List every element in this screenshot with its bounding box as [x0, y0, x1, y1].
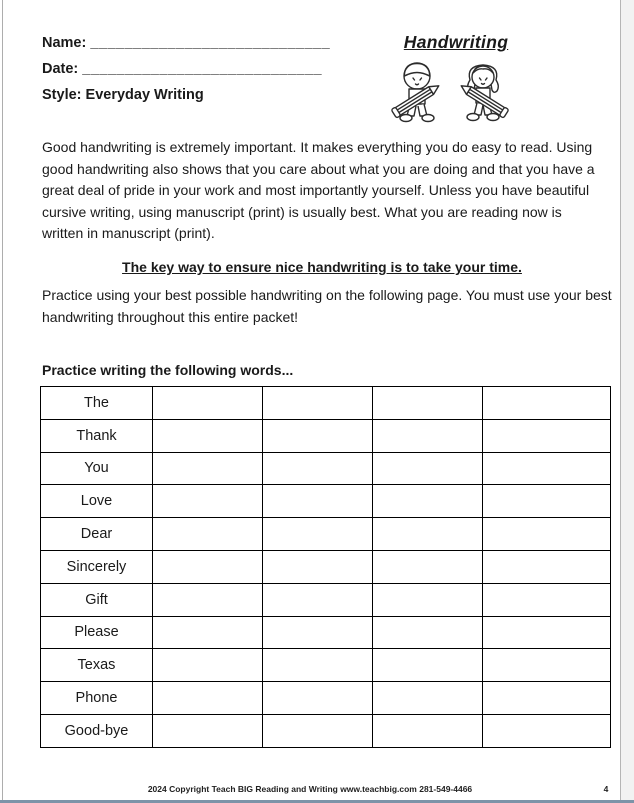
name-blank-line: ____________________________: [90, 35, 331, 51]
table-row: [41, 616, 611, 649]
practice-cell-empty: [153, 485, 263, 518]
practice-cell-empty: [483, 452, 611, 485]
style-field-row: [42, 87, 204, 103]
table-row: [41, 485, 611, 518]
practice-cell-empty: [373, 485, 483, 518]
style-value: Everyday Writing: [85, 87, 204, 103]
practice-cell-empty: [263, 452, 373, 485]
practice-cell-empty: [483, 518, 611, 551]
girl-with-pencil-icon: [459, 65, 509, 121]
practice-cell-empty: [373, 616, 483, 649]
table-row: [41, 583, 611, 616]
practice-cell-empty: [483, 616, 611, 649]
practice-cell-empty: [483, 649, 611, 682]
practice-cell-empty: [483, 387, 611, 420]
name-label: Name:: [42, 35, 87, 51]
footer-page-number: 4: [603, 784, 609, 794]
style-label: Style:: [42, 87, 82, 103]
practice-table-tbody: [41, 387, 611, 748]
table-row: [41, 387, 611, 420]
practice-cell-empty: [153, 387, 263, 420]
practice-cell-empty: [153, 550, 263, 583]
practice-cell-empty: [373, 649, 483, 682]
word-cell: Phone: [41, 682, 153, 715]
practice-cell-empty: [153, 682, 263, 715]
date-blank-line: ____________________________: [82, 61, 323, 77]
practice-cell-empty: [153, 518, 263, 551]
word-cell: Thank: [41, 419, 153, 452]
table-row: [41, 714, 611, 747]
table-row: [41, 452, 611, 485]
word-cell: Love: [41, 485, 153, 518]
practice-cell-empty: [373, 419, 483, 452]
word-cell: Sincerely: [41, 550, 153, 583]
practice-cell-empty: [263, 485, 373, 518]
practice-cell-empty: [263, 649, 373, 682]
boy-with-pencil-icon: [391, 63, 441, 122]
practice-cell-empty: [483, 419, 611, 452]
practice-cell-empty: [153, 714, 263, 747]
word-cell: The: [41, 387, 153, 420]
practice-cell-empty: [263, 518, 373, 551]
table-row: [41, 419, 611, 452]
key-message-line: The key way to ensure nice handwriting is to take your time.: [122, 259, 522, 275]
practice-cell-empty: [373, 583, 483, 616]
practice-cell-empty: [483, 550, 611, 583]
practice-cell-empty: [153, 583, 263, 616]
practice-cell-empty: [263, 419, 373, 452]
word-cell: You: [41, 452, 153, 485]
practice-cell-empty: [153, 452, 263, 485]
intro-paragraph: Good handwriting is extremely important. It makes everything you do easy to read. Using good handwriting also shows that you care about what you are doing and that you have a great deal of pride in your work and most importantly yourself. Unless you have beautiful cursive writing, using manuscript (print) is usually best. What you are reading now is written in manuscript (print).: [42, 139, 595, 241]
table-row: [41, 518, 611, 551]
table-row: [41, 649, 611, 682]
practice-cell-empty: [373, 452, 483, 485]
practice-cell-empty: [153, 419, 263, 452]
page-title: Handwriting: [403, 32, 509, 52]
name-field-row: [42, 35, 330, 51]
practice-note: Practice using your best possible handwriting on the following page. You must use your best handwriting throughout this entire packet!: [42, 287, 612, 325]
page-left-edge: [2, 0, 3, 803]
date-field-row: [42, 61, 322, 77]
word-cell: Dear: [41, 518, 153, 551]
practice-cell-empty: [263, 550, 373, 583]
practice-cell-empty: [483, 583, 611, 616]
practice-cell-empty: [263, 616, 373, 649]
practice-cell-empty: [263, 682, 373, 715]
practice-words-table: [40, 386, 611, 748]
practice-cell-empty: [263, 714, 373, 747]
practice-table-caption: Practice writing the following words...: [42, 362, 294, 378]
footer-copyright: 2024 Copyright Teach BIG Reading and Writing www.teachbig.com 281-549-4466: [147, 784, 473, 794]
word-cell: Gift: [41, 583, 153, 616]
practice-cell-empty: [483, 485, 611, 518]
practice-cell-empty: [153, 616, 263, 649]
practice-cell-empty: [483, 714, 611, 747]
kids-with-pencils-illustration: [390, 60, 520, 128]
table-row: [41, 682, 611, 715]
word-cell: Texas: [41, 649, 153, 682]
viewer-right-margin: [621, 0, 634, 803]
practice-cell-empty: [373, 714, 483, 747]
practice-cell-empty: [263, 387, 373, 420]
practice-cell-empty: [263, 583, 373, 616]
practice-cell-empty: [153, 649, 263, 682]
practice-cell-empty: [373, 387, 483, 420]
practice-cell-empty: [483, 682, 611, 715]
practice-cell-empty: [373, 682, 483, 715]
word-cell: Good-bye: [41, 714, 153, 747]
practice-cell-empty: [373, 518, 483, 551]
table-row: [41, 550, 611, 583]
practice-cell-empty: [373, 550, 483, 583]
date-label: Date:: [42, 61, 79, 77]
word-cell: Please: [41, 616, 153, 649]
